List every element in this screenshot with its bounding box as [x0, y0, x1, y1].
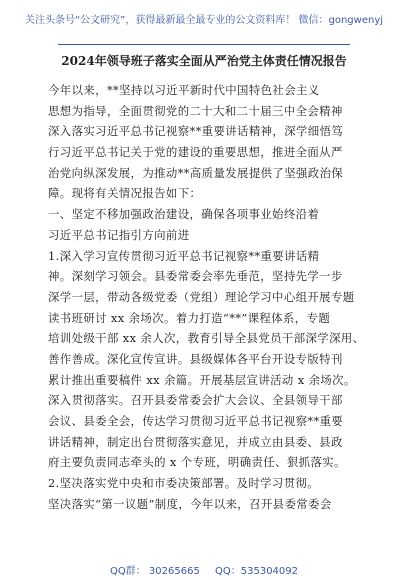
- body-line: 培训处级干部 xx 余人次，教育引导全县党员干部深学深用、: [48, 331, 365, 346]
- watermark-text: 关注头条号“公文研究”，获得最新最全最专业的公文资料库！ 微信：gongwenyj: [24, 15, 384, 26]
- body-line: 深入落实习近平总书记视察**重要讲话精神，深学细悟笃: [48, 124, 344, 139]
- body-line: 1.深入学习宣传贯彻习近平总书记视察**重要讲话精: [48, 248, 320, 263]
- body-line: 累计推出重要稿件 xx 余篇。开展基层宣讲活动 x 余场次。: [48, 372, 356, 387]
- body-line: 思想为指导，全面贯彻党的二十大和二十届三中全会精神: [48, 103, 343, 118]
- body-line: 读书班研讨 xx 余场次。着力打造“**”课程体系，专题: [48, 310, 331, 325]
- body-line: 一、坚定不移加强政治建设，确保各项事业始终沿着: [48, 207, 320, 222]
- body-line: 习近平总书记指引方向前进: [48, 227, 190, 242]
- watermark-header: [20, 6, 388, 28]
- document-title: 2024年领导班子落实全面从严治党主体责任情况报告: [61, 54, 347, 68]
- body-line: 会议、县委全会，传达学习贯彻习近平总书记视察**重要: [48, 414, 344, 428]
- body-line: 深学一层，带动各级党委（党组）理论学习中心组开展专题: [48, 289, 355, 304]
- footer-qq: QQ：535304092: [215, 566, 299, 577]
- document-body: [48, 80, 365, 514]
- body-line: 善作善成。深化宣传宣讲。县级媒体各平台开设专版特刊: [48, 351, 343, 366]
- body-line: 坚决落实“第一议题”制度，今年以来，召开县委常委会: [48, 496, 332, 511]
- body-line: 障。现将有关情况报告如下：: [48, 186, 202, 201]
- body-line: 府主要负责同志牵头的 x 个专班，明确责任、狠抓落实。: [48, 455, 346, 470]
- body-line: 讲话精神，制定出台贯彻落实意见，并成立由县委、县政: [48, 434, 343, 449]
- body-line: 治党向纵深发展，为推动**高质量发展提供了坚强政治保: [48, 165, 344, 180]
- body-line: 行习近平总书记关于党的建设的重要思想，推进全面从严: [48, 145, 343, 160]
- body-line: 神。深刻学习领会。县委常委会率先垂范，坚持先学一步: [48, 269, 343, 284]
- body-line: 深入贯彻落实。召开县委常委会扩大会议、全县领导干部: [48, 393, 343, 408]
- body-line: 2.坚决落实党中央和市委决策部署。及时学习贯彻。: [48, 476, 320, 491]
- footer-qq-group: QQ群： 30265665: [109, 566, 200, 577]
- body-line: 今年以来，**坚持以习近平新时代中国特色社会主义: [48, 83, 320, 97]
- header-divider: [58, 44, 350, 45]
- footer-contact: [0, 562, 408, 577]
